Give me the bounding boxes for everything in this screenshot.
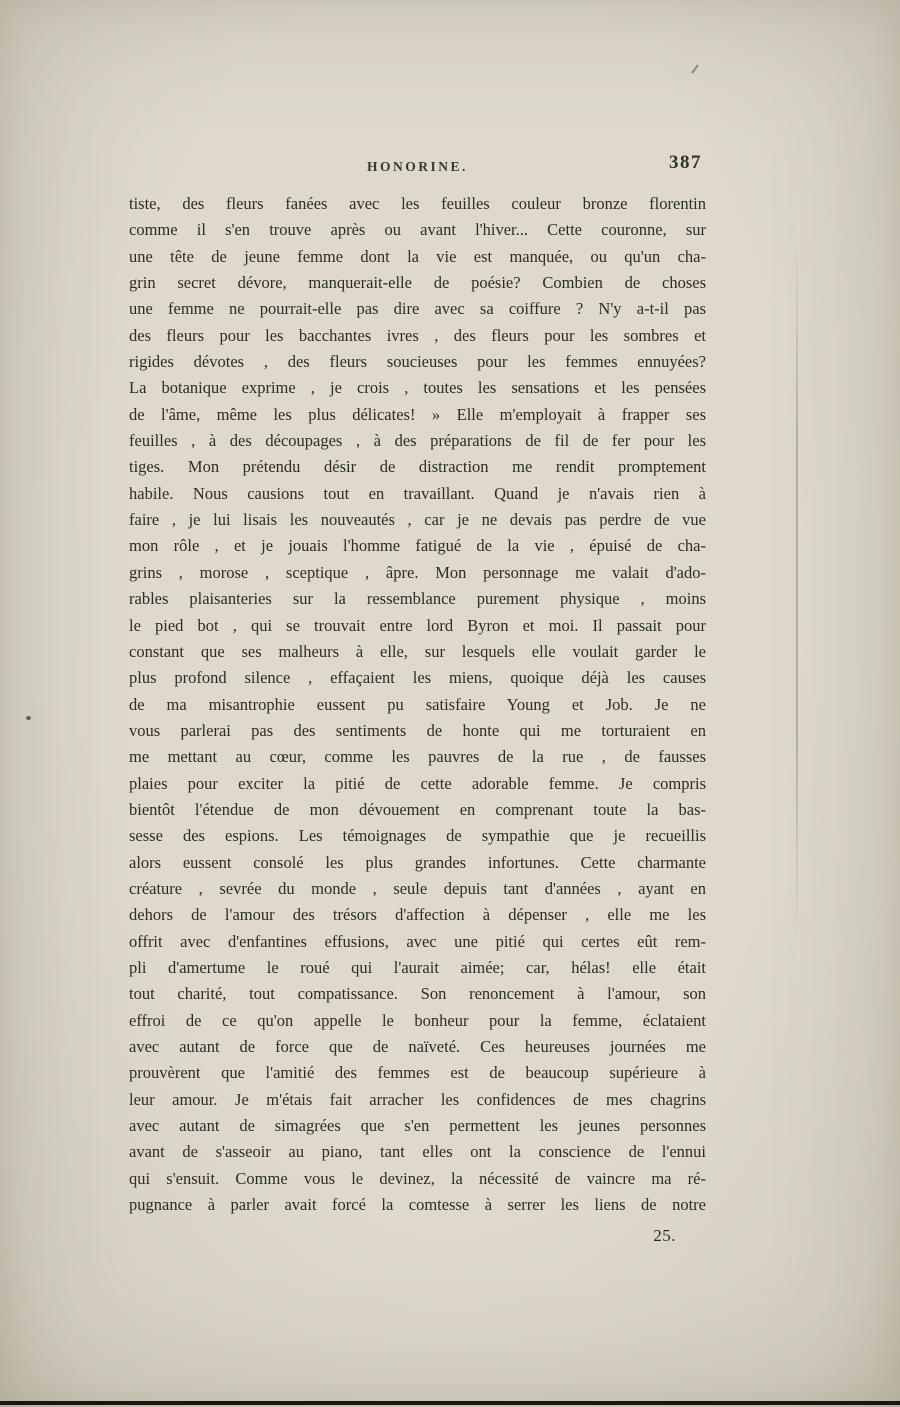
text-line: mon rôle , et je jouais l'homme fatigué de la vie , épuisé de cha- bbox=[129, 536, 706, 556]
text-line: tiges. Mon prétendu désir de distraction me rendit promptement bbox=[129, 457, 706, 477]
text-line: rigides dévotes , des fleurs soucieuses pour les femmes ennuyées? bbox=[129, 352, 706, 372]
text-line: tout charité, tout compatissance. Son renoncement à l'amour, son bbox=[129, 984, 706, 1004]
body-text bbox=[129, 191, 706, 1250]
text-line: avant de s'asseoir au piano, tant elles ont la conscience de l'ennui bbox=[129, 1142, 706, 1162]
scan-artifact bbox=[26, 716, 31, 720]
text-line: avec autant de force que de naïveté. Ces heureuses journées me bbox=[129, 1037, 706, 1056]
text-line: comme il s'en trouve après ou avant l'hiver... Cette couronne, sur bbox=[129, 220, 706, 240]
text-line: alors eussent consolé les plus grandes infortunes. Cette charmante bbox=[129, 852, 706, 872]
text-line: pli d'amertume le roué qui l'aurait aimée; car, hélas! elle était bbox=[129, 957, 706, 977]
text-line: créature , sevrée du monde , seule depuis tant d'années , ayant en bbox=[129, 878, 706, 898]
text-line: de ma misantrophie eussent pu satisfaire Young et Job. Je ne bbox=[129, 694, 706, 714]
text-line: avec autant de simagrées que s'en permettent les jeunes personnes bbox=[129, 1116, 706, 1136]
text-line: bientôt l'étendue de mon dévouement en comprenant toute la bas- bbox=[129, 799, 706, 819]
text-line: feuilles , à des découpages , à des préparations de fil de fer pour les bbox=[129, 431, 706, 451]
text-line: plaies pour exciter la pitié de cette adorable femme. Je compris bbox=[129, 773, 706, 793]
text-line: rables plaisanteries sur la ressemblance purement physique , moins bbox=[129, 589, 706, 609]
text-line: La botanique exprime , je crois , toutes les sensations et les pensées bbox=[129, 378, 706, 398]
running-title: HONORINE. bbox=[367, 159, 468, 174]
page-header bbox=[129, 152, 706, 180]
text-line: des fleurs pour les bacchantes ivres , des fleurs pour les sombres et bbox=[129, 325, 706, 345]
text-line: une tête de jeune femme dont la vie est manquée, ou qu'un cha- bbox=[129, 246, 706, 266]
book-bottom-edge bbox=[0, 1401, 900, 1405]
scan-artifact bbox=[691, 64, 698, 73]
text-line: tiste, des fleurs fanées avec les feuilles couleur bronze florentin bbox=[129, 194, 706, 213]
text-line: sesse des espions. Les témoignages de sympathie que je recueillis bbox=[129, 826, 706, 846]
text-line: une femme ne pourrait-elle pas dire avec sa coiffure ? N'y a-t-il pas bbox=[129, 299, 706, 319]
text-line: habile. Nous causions tout en travaillant. Quand je n'avais rien à bbox=[129, 483, 706, 503]
text-line: me mettant au cœur, comme les pauvres de la rue , de fausses bbox=[129, 747, 706, 767]
text-line: plus profond silence , effaçaient les miens, quoique déjà les causes bbox=[129, 668, 706, 688]
text-line: pugnance à parler avait forcé la comtesse à serrer les liens de notre bbox=[129, 1195, 706, 1215]
page-fold-shadow bbox=[796, 235, 798, 945]
text-line: prouvèrent que l'amitié des femmes est de beaucoup supérieure à bbox=[129, 1063, 706, 1083]
text-line: vous parlerai pas des sentiments de honte qui me torturaient en bbox=[129, 720, 706, 740]
text-line: offrit avec d'enfantines effusions, avec une pitié qui certes eût rem- bbox=[129, 931, 706, 951]
text-line: dehors de l'amour des trésors d'affection à dépenser , elle me les bbox=[129, 905, 706, 925]
text-line: grins , morose , sceptique , âpre. Mon personnage me valait d'ado- bbox=[129, 562, 706, 582]
text-line: qui s'ensuit. Comme vous le devinez, la nécessité de vaincre ma ré- bbox=[129, 1168, 706, 1188]
signature-mark: 25. bbox=[653, 1226, 676, 1246]
text-line: leur amour. Je m'étais fait arracher les confidences de mes chagrins bbox=[129, 1089, 706, 1109]
text-line: constant que ses malheurs à elle, sur lesquels elle voulait garder le bbox=[129, 641, 706, 661]
text-line: de l'âme, même les plus délicates! » Elle m'employait à frapper ses bbox=[129, 404, 706, 424]
text-line: faire , je lui lisais les nouveautés , car je ne devais pas perdre de vue bbox=[129, 510, 706, 530]
text-line: effroi de ce qu'on appelle le bonheur pour la femme, éclataient bbox=[129, 1010, 706, 1030]
text-line: grin secret dévore, manquerait-elle de poésie? Combien de choses bbox=[129, 273, 706, 293]
page-number: 387 bbox=[669, 152, 702, 173]
text-line: le pied bot , qui se trouvait entre lord Byron et moi. Il passait pour bbox=[129, 615, 706, 635]
